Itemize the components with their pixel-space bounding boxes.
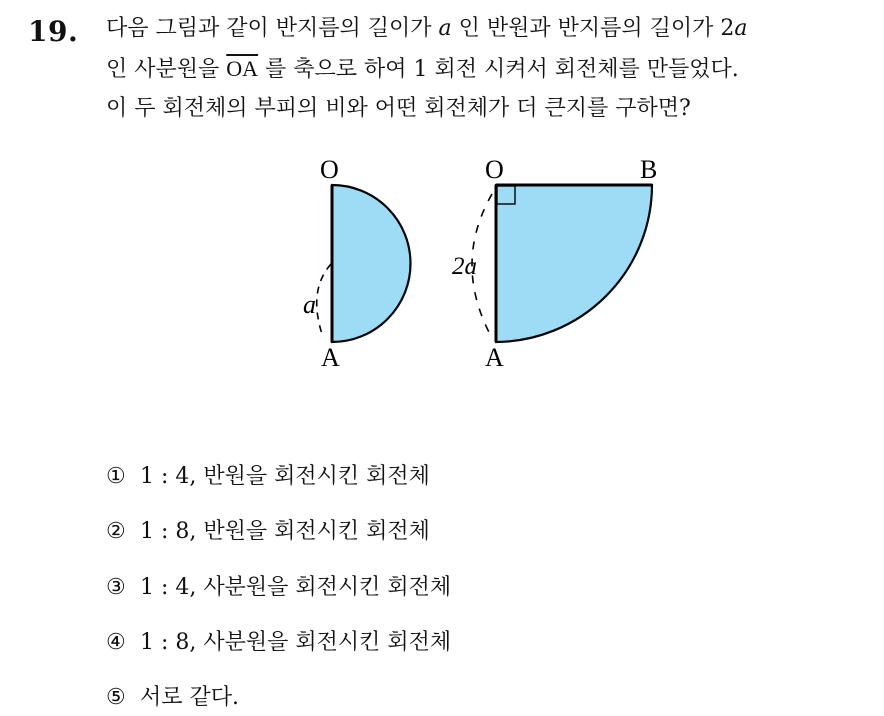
choice-marker: ① — [106, 464, 126, 489]
semicircle-label-o: O — [320, 155, 339, 184]
quarter-label-radius: 2a — [452, 253, 477, 280]
semicircle-label-a-point: A — [321, 343, 340, 372]
semicircle-shape — [332, 185, 411, 342]
variable-a: a — [438, 16, 452, 41]
choice-marker: ④ — [106, 630, 126, 655]
figure — [300, 152, 700, 386]
choice-1[interactable] — [106, 462, 430, 492]
choice-5[interactable] — [106, 683, 239, 713]
segment-oa: $\overline{OA}$ — [226, 56, 259, 81]
quarter-label-b: B — [640, 155, 658, 184]
quarter-circle-shape — [496, 185, 652, 342]
quarter-label-a-point: A — [485, 343, 504, 372]
choice-text: 서로 같다. — [140, 685, 239, 710]
question-text: 다음 그림과 같이 반지름의 길이가 — [106, 16, 439, 41]
choice-4[interactable] — [106, 628, 451, 658]
choice-2[interactable] — [106, 517, 430, 547]
semicircle-label-radius: a — [303, 290, 316, 319]
question-text: 이 두 회전체의 부피의 비와 어떤 회전체가 더 큰지를 구하면? — [106, 96, 691, 121]
question-line-3 — [106, 92, 691, 126]
coefficient-2: 2 — [720, 16, 735, 41]
semicircle-dashed-brace — [317, 264, 331, 334]
choice-text: 1 : 4, 반원을 회전시킨 회전체 — [140, 464, 430, 489]
quarter-label-o: O — [485, 155, 504, 184]
choice-marker: ② — [106, 519, 126, 544]
choice-marker: ⑤ — [106, 685, 126, 710]
choice-3[interactable] — [106, 573, 451, 603]
question-line-2 — [106, 52, 739, 87]
question-text: 인 사분원을 — [106, 57, 227, 82]
choice-text: 1 : 4, 사분원을 회전시킨 회전체 — [140, 575, 452, 600]
question-number: 19. — [28, 15, 79, 48]
figure-svg — [300, 152, 700, 382]
question-text: 를 축으로 하여 1 회전 시켜서 회전체를 만들었다. — [258, 57, 739, 82]
choice-marker: ③ — [106, 575, 126, 600]
choice-text: 1 : 8, 사분원을 회전시킨 회전체 — [140, 630, 452, 655]
question-text: 인 반원과 반지름의 길이가 — [451, 16, 721, 41]
choice-text: 1 : 8, 반원을 회전시킨 회전체 — [140, 519, 430, 544]
variable-a: a — [734, 16, 748, 41]
question-line-1 — [106, 12, 748, 46]
